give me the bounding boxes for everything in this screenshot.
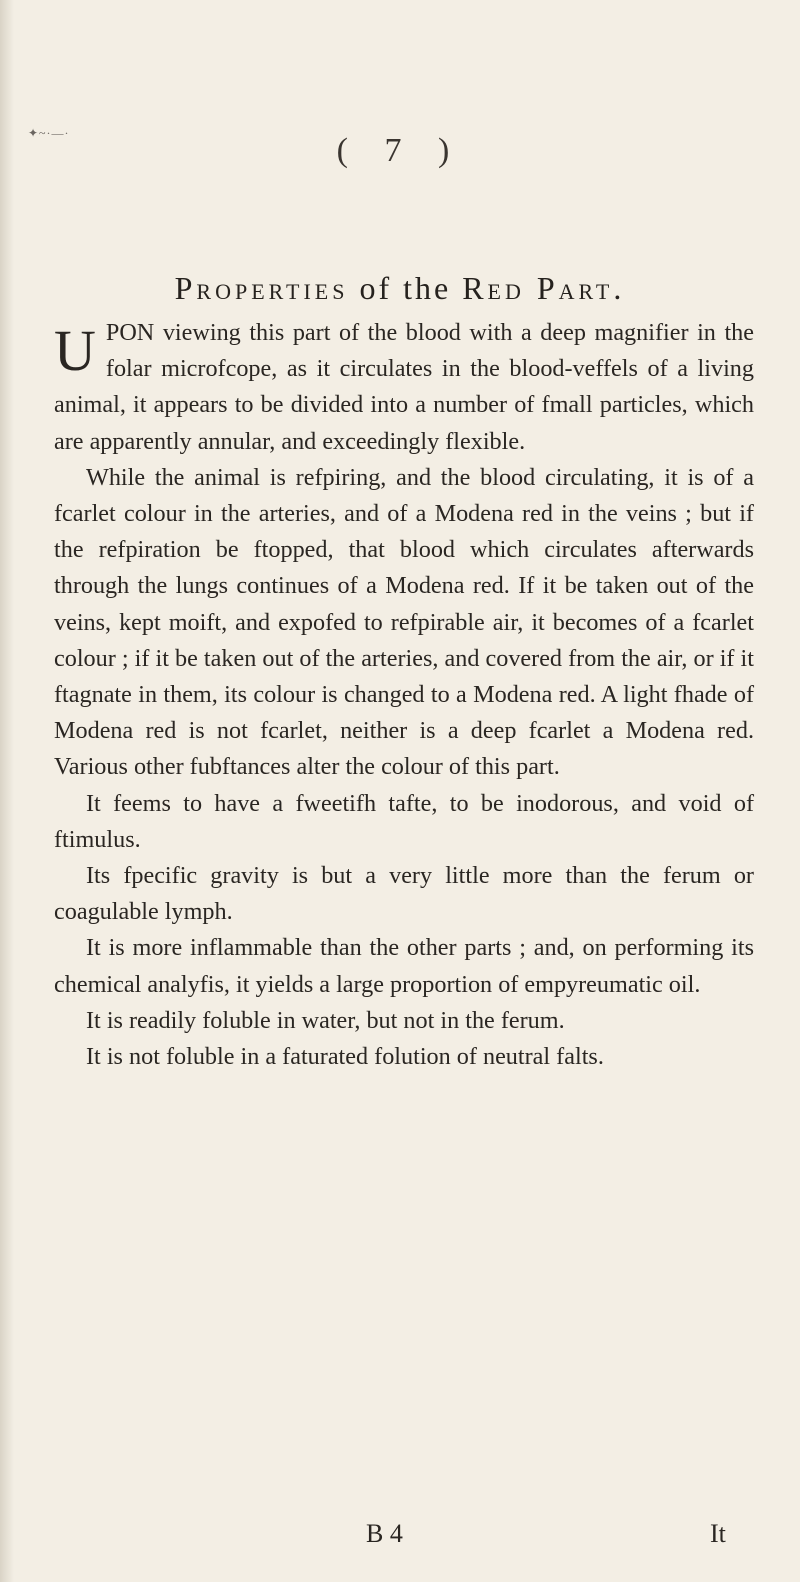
heading-word-of-the: of the — [359, 270, 452, 306]
paragraph: It is more inflammable than the other parts ; and, on performing its chemical analyfis, it yields a large proportion of empyreumatic oil. — [54, 934, 754, 998]
ink-smudge: ✦~·—· — [28, 126, 70, 140]
signature-mark: B 4 — [366, 1519, 403, 1548]
paragraph: Its fpecific gravity is but a very little more than the ferum or coagulable lymph. — [54, 862, 754, 926]
heading-word-red-part: Red Part. — [462, 270, 626, 306]
body-text — [54, 315, 754, 1075]
section-heading — [0, 270, 800, 307]
page-footer — [0, 1519, 800, 1559]
paragraph: It is readily foluble in water, but not in the ferum. — [86, 1006, 565, 1034]
page-gutter-shadow — [0, 0, 14, 1582]
heading-word-properties: Properties — [174, 270, 349, 306]
paragraph: It is not foluble in a faturated folution of neutral falts. — [86, 1043, 604, 1071]
page-number: ( 7 ) — [336, 132, 464, 169]
paragraph: While the animal is refpiring, and the blood circulating, it is of a fcarlet colour in the arteries, and of a Modena red in the veins ; but if the refpiration be ftopped, that blood which circulates afterwards through the lungs continues of a Modena red. If it be taken out of the veins, kept moift, and expofed to refpirable air, it becomes of a fcarlet colour ; if it be taken out of the arteries, and covered from the air, or if it ftagnate in them, its colour is changed to a Modena red. A light fhade of Modena red is not fcarlet, neither is a deep fcarlet a Modena red. Various other fubftances alter the colour of this part. — [54, 463, 754, 781]
paragraph-text: PON viewing this part of the blood with a deep magnifier in the folar microfcope, as it circulates in the blood-veffels of a living animal, it appears to be divided into a number of fmall particles, which are apparently annular, and exceedingly flexible. — [54, 319, 754, 455]
catchword: It — [710, 1519, 726, 1548]
paragraph — [54, 315, 754, 460]
drop-cap: U — [54, 318, 96, 383]
paragraph: It feems to have a fweetifh tafte, to be inodorous, and void of ftimulus. — [54, 789, 754, 853]
